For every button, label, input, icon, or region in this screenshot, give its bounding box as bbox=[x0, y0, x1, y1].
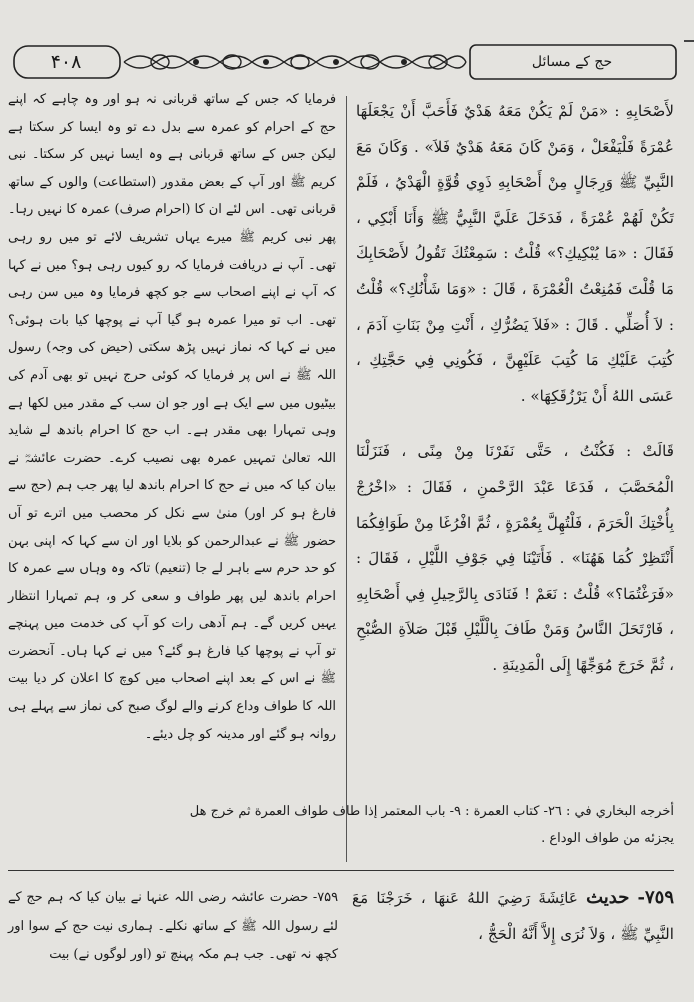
hadith-reference bbox=[20, 798, 674, 870]
arabic-paragraph: قَالَتْ : فَكُنْتُ ، حَتَّى نَفَرْنَا مِنْ مِنًى ، فَنَزَلْنَا الْمُحَصَّبَ ، فَدَعَا عَبْدَ الرَّحْمنِ ، فَقَالَ : «اخْرُجْ بِأُخْتِكَ الْحَرَمَ ، فَلْتُهِلَّ بِعُمْرَةٍ ، ثُمَّ افْرُغَا مِنْ طَوَافِكُمَا أَنْتَظِرْ كُمَا هَهُنَا» . فَأَتَيْنَا فِي جَوْفِ اللَّيْلِ ، فَقَالَ : «فَرَغْتُمَا؟» قُلْتُ : نَعَمْ ! فَنَادَى بِالرَّحِيلِ فِي أَصْحَابِهِ ، فَارْتَحَلَ النَّاسُ وَمَنْ طَافَ بِالْلَّيْلِ قَبْلَ صَلاَةِ الصُّبْحِ ، ثُمَّ خَرَجَ مُوَجِّهًا إِلَى الْمَدِينَةِ . bbox=[356, 442, 674, 674]
page-number: ۴۰۸ bbox=[50, 51, 82, 73]
urdu-hadith-number: ۷۵۹- bbox=[312, 890, 338, 905]
reference-line: يجزئه من طواف الوداع . bbox=[541, 831, 674, 846]
hadith-label: حديث bbox=[586, 887, 630, 908]
next-hadith-arabic bbox=[352, 880, 674, 1000]
urdu-paragraph: فرمایا کہ جس کے ساتھ قربانی نہ ہو اور وہ چاہے کہ اپنے حج کے احرام کو عمرہ سے بدل دے تو وہ ایسا کر سکتا ہے لیکن جس کے ساتھ قربانی ہے وہ ایسا نہیں کر سکتا۔ نبی کریم ﷺ اور آپ کے بعض مقدور (استطاعت) والوں کے ساتھ قربانی تھی۔ اس لئے ان کا (احرام صرف) عمرہ کا نہیں رہا۔ پھر نبی کریم ﷺ میرے یہاں تشریف لائے تو میں رو رہی تھی۔ آپ نے دریافت فرمایا کہ رو کیوں رہی ہو؟ میں نے کہا کہ آپ نے اپنے اصحاب سے جو کچھ فرمایا وہ میں سن رہی تھی۔ اب تو میرا عمرہ ہو گیا آپ نے پوچھا کیا بات ہوئی؟ میں نے کہا کہ نماز نہیں پڑھ سکتی (حیض کی وجہ) رسول اللہ ﷺ نے اس پر فرمایا کہ کوئی حرج نہیں تو بھی آدم کی بیٹیوں میں سے ایک ہے اور جو ان سب کے مقدر میں لکھا ہے وہی تمہارا بھی مقدر ہے۔ اب حج کا احرام باندھ لے شاید اللہ تعالیٰ تمہیں عمرہ بھی نصیب کرے۔ حضرت عائشہؓ نے بیان کیا کہ میں نے حج کا احرام باندھ لیا پھر جب ہم (حج سے فارغ ہو کر اور) منیٰ سے نکل کر محصب میں اترے تو آں حضور ﷺ نے عبدالرحمن کو بلایا اور ان سے کہا کہ اپنی بہن کو حد حرم سے باہر لے جا (تنعیم) تاکہ وہ وہاں سے عمرہ کا احرام باندھ لیں پھر طواف و سعی کر و، ہم تمہارا انتظار یہیں کریں گے۔ ہم آدھی رات کو آپ کی خدمت میں پہنچے تو آپ نے پوچھا کیا فارغ ہو گئے؟ میں نے کہا ہاں۔ آنحضرت ﷺ نے اس کے بعد اپنے اصحاب میں کوچ کا اعلان کر دیا بیت اللہ کا طواف وداع کرنے والے لوگ صبح کی نماز سے پہلے ہی روانہ ہو گئے اور مدینہ کو چل دیئے۔ bbox=[8, 92, 336, 742]
hadith-number: ٧٥٩- bbox=[637, 887, 675, 908]
section-divider bbox=[8, 870, 674, 871]
arabic-paragraph: لأَصْحَابِهِ : «مَنْ لَمْ يَكُنْ مَعَهُ هَدْيٌ فَأَحَبَّ أَنْ يَجْعَلَهَا عُمْرَةً فَلْيَفْعَلْ ، وَمَنْ كَانَ مَعَهُ هَدْيٌ فَلاَ» . وَكَانَ مَعَ النَّبِيِّ ﷺ وَرِجَالٍ مِنْ أَصْحَابِهِ ذَوِي قُوَّةٍ الْهَدْيُ ، فَلَمْ تَكُنْ لَهُمْ عُمْرَةً ، فَدَخَلَ عَلَيَّ النَّبِيُّ ﷺ وَأَنَا أَبْكِي ، فَقَالَ : «مَا يُبْكِيكِ؟» قُلْتُ : سَمِعْتُكَ تَقُولُ لأَصْحَابِكَ مَا قُلْتَ فَمُنِعْتُ الْعُمْرَةَ ، قَالَ : «وَمَا شَأْنُكِ؟» قُلْتُ : لاَ أُصَلِّي . قَالَ : «فَلاَ يَضُرُّكِ ، أَنْتِ مِنْ بَنَاتِ آدَمَ ، كُتِبَ عَلَيْكِ مَا كُتِبَ عَلَيْهِنَّ ، فَكُونِي فِي حَجَّتِكِ ، عَسَى اللهُ أَنْ يَرْزُقَكِهَا» . bbox=[356, 102, 674, 405]
urdu-translation-column bbox=[8, 86, 336, 868]
column-divider bbox=[346, 96, 347, 862]
arabic-text-column bbox=[356, 94, 674, 874]
hadith-text: عَائِشَةَ رَضِيَ اللهُ عَنهَا ، خَرَجْنَا مَعَ النَّبِيِّ ﷺ ، وَلاَ نُرَى إِلاَّ أَنَّهُ الْحَجُّ ، bbox=[352, 889, 674, 943]
next-hadith-urdu bbox=[8, 884, 338, 1000]
running-title: حج کے مسائل bbox=[531, 54, 613, 70]
page-edge-mark bbox=[684, 40, 694, 42]
page-header bbox=[0, 38, 694, 86]
reference-line: أخرجه البخاري في : ٢٦- كتاب العمرة : ٩- باب المعتمر إذا طاف طواف العمرة ثم خرج هل bbox=[189, 804, 674, 819]
urdu-hadith-text: حضرت عائشہ رضی اللہ عنہا نے بیان کیا کہ ہم حج کے لئے رسول اللہ ﷺ کے ساتھ نکلے۔ ہماری نیت حج کے سوا اور کچھ نہ تھی۔ جب ہم مکہ پہنچ تو (اور لوگوں نے) بیت bbox=[8, 890, 338, 962]
